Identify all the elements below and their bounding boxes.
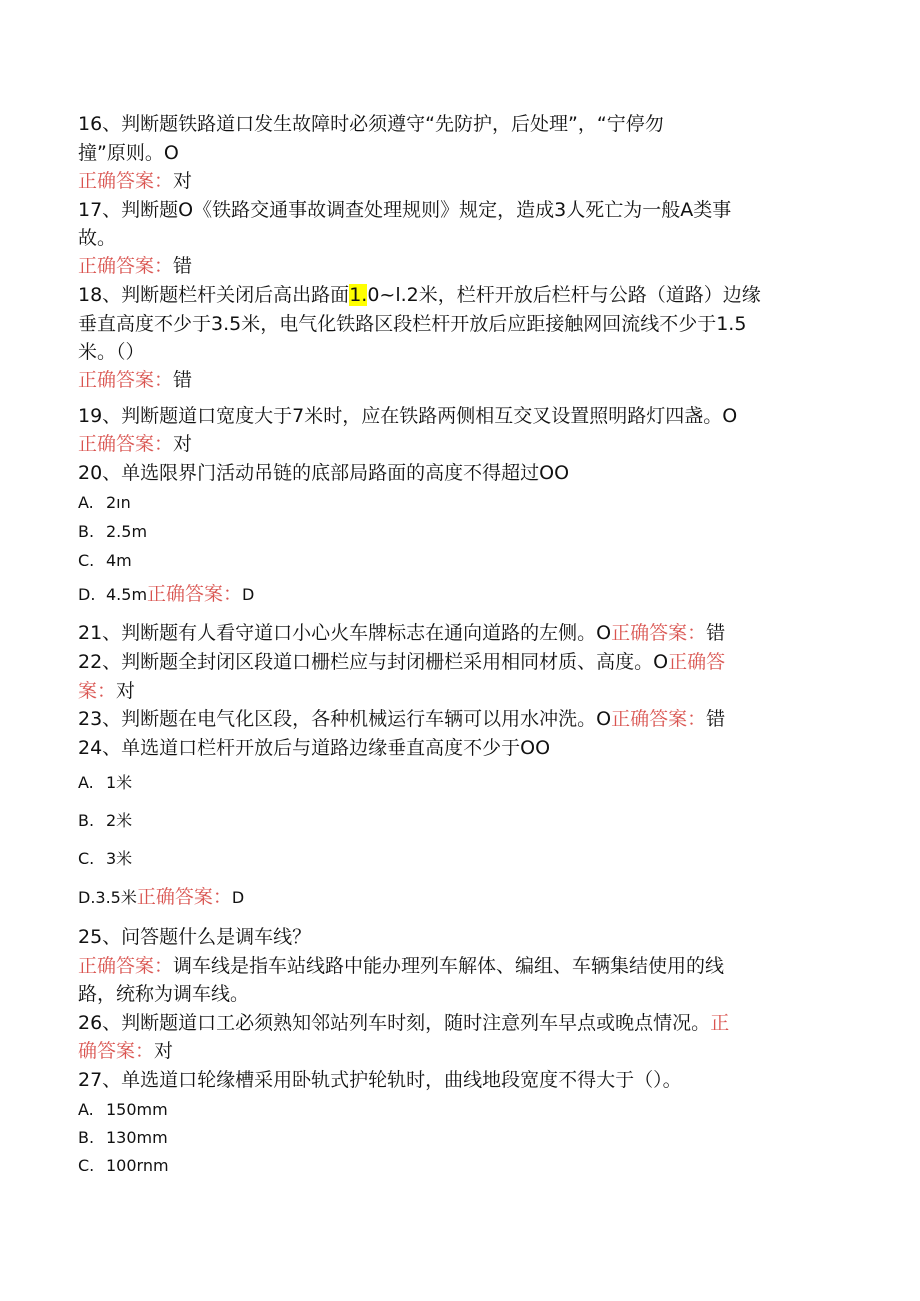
option-text: 2ın	[106, 493, 131, 512]
question-16-line-1: 16、判断题铁路道口发生故障时必须遵守“先防护，后处理”，“宁停勿	[78, 113, 664, 135]
answer-label: 正确答案：	[78, 255, 174, 277]
question-18-line-1	[78, 282, 761, 308]
option-b	[78, 1125, 168, 1151]
answer-value: 对	[173, 170, 193, 192]
option-text: 150mm	[106, 1100, 168, 1119]
answer-label: 正确答案：	[611, 622, 707, 644]
question-18-text-post: 0~l.2米，栏杆开放后栏杆与公路（道路）边缘	[367, 284, 761, 306]
option-letter: C.	[78, 849, 95, 868]
question-26-line-1	[78, 1010, 729, 1036]
answer-label: 案：	[78, 680, 117, 702]
question-22-line-1	[78, 649, 725, 675]
answer-label: 正确答案：	[78, 955, 174, 977]
answer-value: 错	[706, 708, 726, 730]
option-text: 3米	[106, 849, 133, 868]
answer-value: 错	[173, 369, 193, 391]
option-letter: A.	[78, 493, 94, 512]
answer-17	[78, 253, 192, 279]
question-17-line-1: 17、判断题O《铁路交通事故调查处理规则》规定，造成3人死亡为一般A类事	[78, 199, 732, 221]
option-letter: A.	[78, 1100, 94, 1119]
question-text: 22、判断题全封闭区段道口栅栏应与封闭栅栏采用相同材质、高度。O	[78, 651, 669, 673]
option-text: 100rnm	[106, 1156, 169, 1175]
option-c	[78, 1153, 169, 1179]
question-25-line-1: 25、问答题什么是调车线？	[78, 926, 312, 948]
option-letter: B.	[78, 522, 95, 541]
answer-18	[78, 367, 192, 393]
answer-label: 正确答案：	[611, 708, 707, 730]
question-text: 21、判断题有人看守道口小心火车牌标志在通向道路的左侧。O	[78, 622, 612, 644]
question-21-line-1	[78, 620, 725, 646]
question-23-line-1	[78, 706, 725, 732]
answer-value: D	[231, 888, 245, 907]
answer-label: 正	[710, 1012, 730, 1034]
answer-label: 正确答	[668, 651, 726, 673]
option-letter: B.	[78, 811, 95, 830]
answer-22	[78, 678, 135, 704]
question-20-line-1: 20、单选限界门活动吊链的底部局路面的高度不得超过OO	[78, 462, 570, 484]
answer-25-line-2: 路，统称为调车线。	[78, 983, 250, 1005]
option-text: 1米	[106, 773, 133, 792]
answer-26	[78, 1038, 173, 1064]
option-a	[78, 1097, 168, 1123]
answer-value: 对	[173, 433, 193, 455]
question-18-text-pre: 18、判断题栏杆关闭后高出路面	[78, 284, 350, 306]
option-text: D.3.5米	[78, 888, 137, 907]
option-b	[78, 808, 132, 834]
option-d-with-answer	[78, 884, 244, 911]
option-letter: C.	[78, 1156, 95, 1175]
answer-25-line-1	[78, 953, 724, 979]
highlighted-text: 1.	[349, 284, 368, 306]
option-letter: A.	[78, 773, 94, 792]
option-text: 4.5m	[106, 585, 148, 604]
answer-label: 确答案：	[78, 1040, 155, 1062]
option-letter: C.	[78, 551, 95, 570]
option-b	[78, 519, 147, 545]
answer-value: 错	[173, 255, 193, 277]
option-text: 4m	[106, 551, 132, 570]
answer-label: 正确答案：	[147, 583, 243, 605]
answer-value: 调车线是指车站线路中能办理列车解体、编组、车辆集结使用的线	[173, 955, 725, 977]
option-a	[78, 490, 131, 516]
answer-value: 错	[706, 622, 726, 644]
option-letter: B.	[78, 1128, 95, 1147]
answer-label: 正确答案：	[78, 170, 174, 192]
answer-label: 正确答案：	[78, 369, 174, 391]
question-18-line-2: 垂直高度不少于3.5米，电气化铁路区段栏杆开放后应距接触网回流线不少于1.5	[78, 313, 747, 335]
question-text: 26、判断题道口工必须熟知邻站列车时刻，随时注意列车早点或晚点情况。	[78, 1012, 711, 1034]
question-17-line-2: 故。	[78, 227, 117, 249]
option-c	[78, 846, 132, 872]
question-18-line-3: 米。（）	[78, 341, 145, 363]
option-text: 130mm	[106, 1128, 168, 1147]
answer-value: 对	[116, 680, 136, 702]
option-c	[78, 548, 132, 574]
option-d-with-answer	[78, 581, 254, 608]
option-a	[78, 770, 132, 796]
option-text: 2米	[106, 811, 133, 830]
question-16-line-2: 撞”原则。O	[78, 142, 179, 164]
answer-16	[78, 168, 192, 194]
answer-19	[78, 431, 192, 457]
answer-value: D	[242, 585, 255, 604]
question-27-line-1: 27、单选道口轮缘槽采用卧轨式护轮轨时，曲线地段宽度不得大于（）。	[78, 1069, 682, 1091]
option-letter: D.	[78, 585, 96, 604]
question-19-line-1: 19、判断题道口宽度大于7米时，应在铁路两侧相互交叉设置照明路灯四盏。O	[78, 405, 738, 427]
answer-label: 正确答案：	[136, 886, 232, 908]
question-text: 23、判断题在电气化区段，各种机械运行车辆可以用水冲洗。O	[78, 708, 612, 730]
answer-value: 对	[154, 1040, 174, 1062]
question-24-line-1: 24、单选道口栏杆开放后与道路边缘垂直高度不少于OO	[78, 737, 551, 759]
option-text: 2.5m	[106, 522, 148, 541]
answer-label: 正确答案：	[78, 433, 174, 455]
